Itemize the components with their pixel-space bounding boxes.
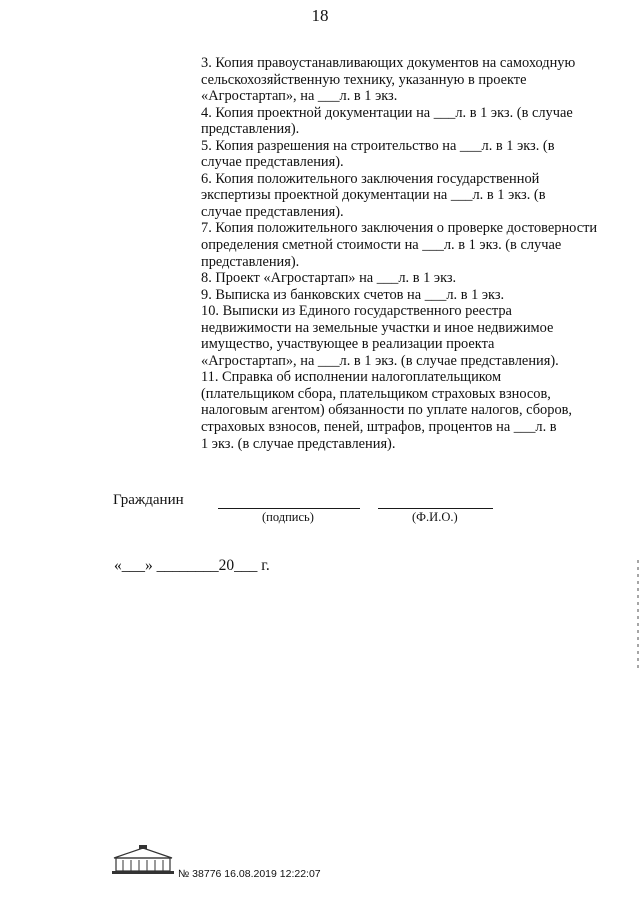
scan-edge-mark xyxy=(636,560,640,670)
list-item xyxy=(201,287,611,304)
list-item-line: 3. Копия правоустанавливающих документов на самоходную xyxy=(201,55,576,71)
list-item-line: 1 экз. (в случае представления). xyxy=(201,435,396,452)
page-number: 18 xyxy=(311,6,329,25)
list-item xyxy=(201,220,611,270)
signature-line xyxy=(218,508,360,509)
list-item-line: случае представления). xyxy=(201,203,344,220)
list-item-line: 5. Копия разрешения на строительство на ___л. в 1 экз. (в xyxy=(201,137,555,154)
date-line: «___» ________20___ г. xyxy=(114,557,270,574)
list-item xyxy=(201,138,611,171)
list-item-line: 8. Проект «Агростартап» на ___л. в 1 экз. xyxy=(201,270,457,287)
list-item xyxy=(201,171,611,221)
list-item-line: 9. Выписка из банковских счетов на ___л. в 1 экз. xyxy=(201,286,505,303)
list-item xyxy=(201,270,611,287)
list-item-line: имущество, участвующее в реализации проекта xyxy=(201,336,495,353)
list-item-line: сельскохозяйственную технику, указанную в проекте xyxy=(201,71,527,88)
list-item-line: (плательщиком сбора, плательщиком страховых взносов, xyxy=(201,385,551,402)
list-item-line: 4. Копия проектной документации на ___л. в 1 экз. (в случае xyxy=(201,104,573,121)
list-item xyxy=(201,369,611,452)
signature-caption: (подпись) xyxy=(262,510,314,524)
list-item-line: случае представления). xyxy=(201,154,344,171)
list-item-line: 11. Справка об исполнении налогоплательщиком xyxy=(201,369,502,386)
full-name-line xyxy=(378,508,493,509)
list-item-line: 7. Копия положительного заключения о проверке достоверности xyxy=(201,220,598,237)
full-name-caption: (Ф.И.О.) xyxy=(412,510,458,524)
list-item-line: определения сметной стоимости на ___л. в 1 экз. (в случае xyxy=(201,237,562,254)
list-item-line: 6. Копия положительного заключения государственной xyxy=(201,170,540,187)
list-item-line: «Агростартап», на ___л. в 1 экз. xyxy=(201,88,398,105)
list-item-line: представления). xyxy=(201,253,300,270)
list-item-line: экспертизы проектной документации на ___л. в 1 экз. (в xyxy=(201,187,546,204)
list-item xyxy=(201,303,611,369)
building-emblem-icon xyxy=(110,845,176,875)
list-item-line: налоговым агентом) обязанности по уплате налогов, сборов, xyxy=(201,402,573,419)
list-item-line: недвижимости на земельные участки и иное недвижимое xyxy=(201,319,554,336)
list-item-line: представления). xyxy=(201,121,300,138)
list-item xyxy=(201,55,611,105)
list-item-line: страховых взносов, пеней, штрафов, процентов на ___л. в xyxy=(201,419,557,436)
document-list xyxy=(201,55,611,452)
list-item-line: «Агростартап», на ___л. в 1 экз. (в случае представления). xyxy=(201,352,559,369)
list-item-line: 10. Выписки из Единого государственного реестра xyxy=(201,303,512,320)
list-item xyxy=(201,105,611,138)
registry-stamp: № 38776 16.08.2019 12:22:07 xyxy=(178,868,321,880)
citizen-label: Гражданин xyxy=(113,492,184,508)
